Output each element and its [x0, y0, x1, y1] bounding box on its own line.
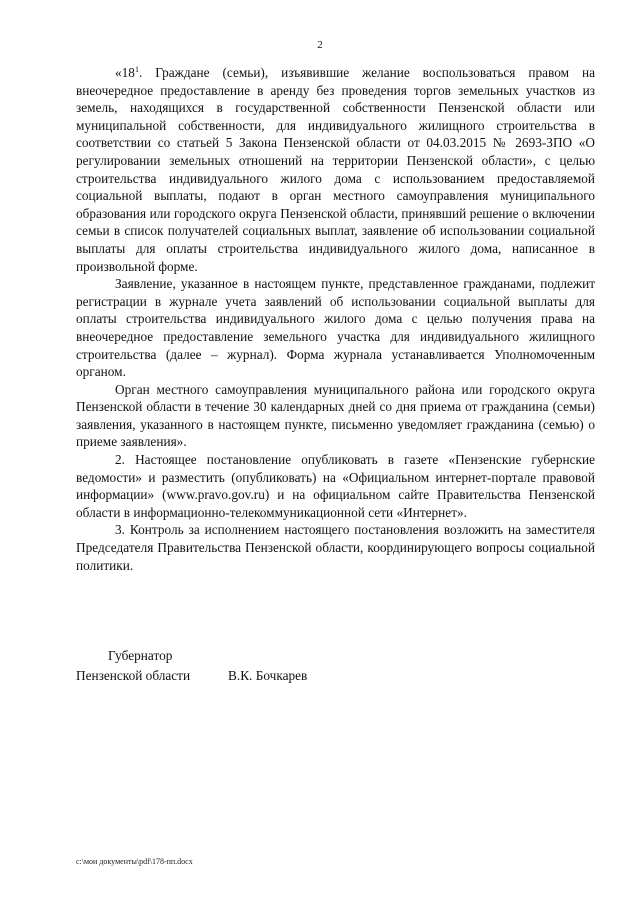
paragraph-publication: 2. Настоящее постановление опубликовать в газете «Пензенские губернские ведомости» и разместить (опубликовать) на «Официальном интернет-портале правовой информации» (www.pravo.gov.ru) и на официальном сайте Правительства Пензенской области в информационно-телекоммуникационной сети «Интернет». — [76, 452, 595, 520]
clause-superscript: 1 — [134, 65, 139, 74]
paragraph-18-1 — [76, 64, 595, 275]
paragraph-notification: Орган местного самоуправления муниципального района или городского округа Пензенской области в течение 30 календарных дней со дня приема от гражданина (семьи) заявления, указанного в настоящем пункте, письменно уведомляет гражданина (семью) о приеме заявления». — [76, 381, 595, 450]
clause-number: «18 — [115, 65, 135, 80]
signature-title: Губернатор — [108, 648, 173, 663]
signature-block — [76, 646, 307, 686]
page-number: 2 — [317, 39, 323, 51]
paragraph-text: . Граждане (семьи), изъявившие желание воспользоваться правом на внеочередное предоставление в аренду без проведения торгов земельных участков из земель, находящихся в государственной собственности Пензенской области или муниципальной собственности, для индивидуального жилищного строительства в соответствии со статьей 5 Закона Пензенской области от 04.03.2015 № 2693-ЗПО «О регулировании земельных отношений на территории Пензенской области», с целью строительства индивидуального жилого дома с использованием предоставляемой социальной выплаты, подают в орган местного самоуправления муниципального образования или городского округа Пензенской области, принявший решение о включении семьи в список получателей социальных выплат, заявление об использовании социальной выплаты для оплаты строительства индивидуального жилого дома, написанное в произвольной форме. — [76, 65, 595, 274]
footer-file-path: c:\мои документы\pdf\178-пп.docx — [76, 857, 193, 866]
paragraph-control: 3. Контроль за исполнением настоящего постановления возложить на заместителя Председателя Правительства Пензенской области, координирующего вопросы социальной политики. — [76, 522, 595, 573]
signature-name: В.К. Бочкарев — [228, 668, 308, 683]
document-body — [76, 64, 595, 574]
paragraph-registration: Заявление, указанное в настоящем пункте, представленное гражданами, подлежит регистрации в журнале учета заявлений об использовании социальной выплаты для оплаты строительства индивидуального жилого дома с целью получения права на внеочередное предоставление земельного участка для индивидуального жилищного строительства (далее – журнал). Форма журнала устанавливается Уполномоченным органом. — [76, 276, 595, 380]
signature-region: Пензенской области — [76, 668, 191, 683]
